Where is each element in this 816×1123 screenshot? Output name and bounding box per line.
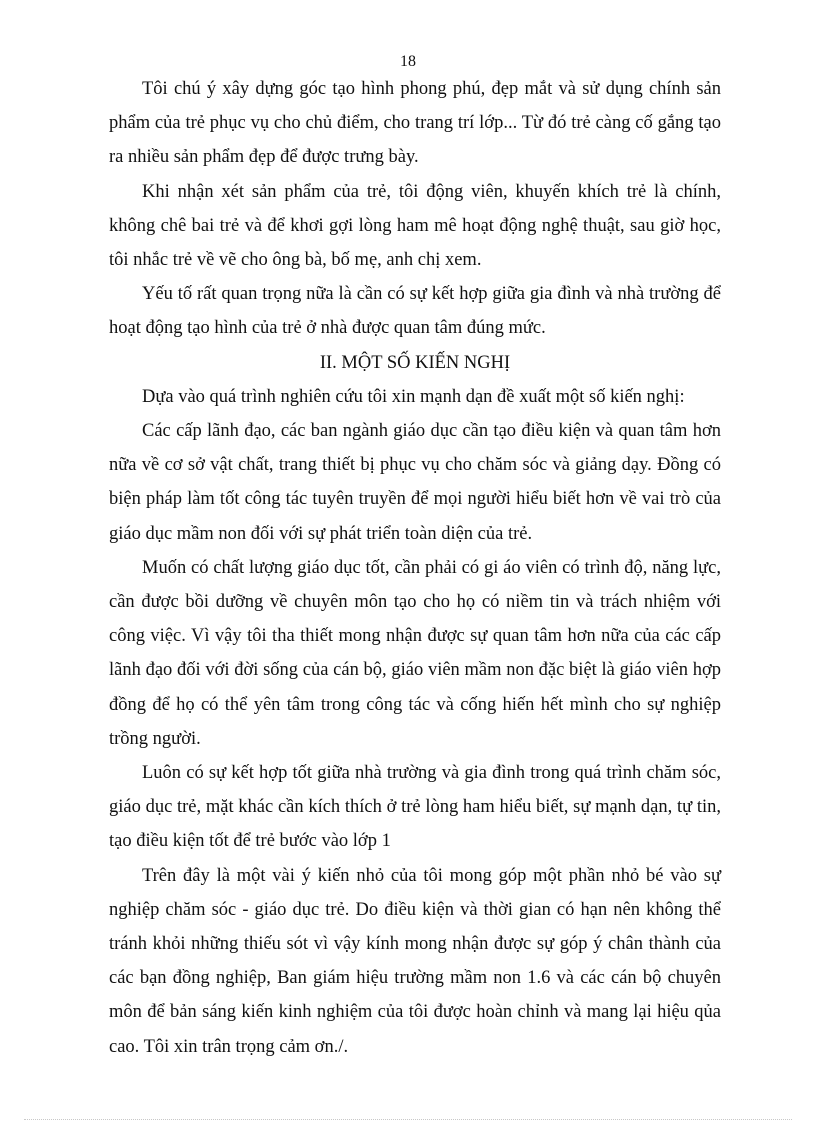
- paragraph-school-family: Luôn có sự kết hợp tốt giữa nhà trường và gia đình trong quá trình chăm sóc, giáo dục trẻ, mặt khác cần kích thích ở trẻ lòng ham hiểu biết, sự mạnh dạn, tự tin, tạo điều kiện tốt để trẻ bước vào lớp 1: [109, 763, 721, 852]
- page-bottom-divider: [24, 1119, 792, 1120]
- paragraph-closing: Trên đây là một vài ý kiến nhỏ của tôi mong góp một phần nhỏ bé vào sự nghiệp chăm sóc - giáo dục trẻ. Do điều kiện và thời gian có hạn nên không thể tránh khỏi những thiếu sót vì vậy kính mong nhận được sự góp ý chân thành của các bạn đồng nghiệp, Ban giám hiệu trường mầm non 1.6 và các cán bộ chuyên môn để bản sáng kiến kinh nghiệm của tôi được hoàn chỉnh và mang lại hiệu qủa cao. Tôi xin trân trọng cảm ơn./.: [109, 865, 721, 1057]
- section-heading: II. MỘT SỐ KIẾN NGHỊ: [319, 352, 511, 373]
- paragraph-product-corner: Tôi chú ý xây dựng góc tạo hình phong phú, đẹp mắt và sử dụng chính sản phẩm của trẻ phục vụ cho chủ điểm, cho trang trí lớp... Từ đó trẻ càng cố gắng tạo ra nhiều sản phẩm đẹp để được trưng bày.: [109, 79, 721, 168]
- page-number: 18: [400, 53, 416, 70]
- paragraph-intro-recommendations: Dựa vào quá trình nghiên cứu tôi xin mạnh dạn đề xuất một số kiến nghị:: [142, 386, 685, 407]
- document-body: [109, 72, 721, 1064]
- paragraph-teacher-quality: Muốn có chất lượng giáo dục tốt, cần phải có gi áo viên có trình độ, năng lực, cần được bồi dưỡng về chuyên môn tạo cho họ có niềm tin và trách nhiệm với công việc. Vì vậy tôi tha thiết mong nhận được sự quan tâm hơn nữa của các cấp lãnh đạo đối với đời sống của cán bộ, giáo viên mầm non đặc biệt là giáo viên hợp đồng để họ có thể yên tâm trong công tác và cống hiến hết mình cho sự nghiệp trồng người.: [109, 557, 721, 749]
- paragraph-feedback: Khi nhận xét sản phẩm của trẻ, tôi động viên, khuyến khích trẻ là chính, không chê bai trẻ và để khơi gợi lòng ham mê hoạt động nghệ thuật, sau giờ học, tôi nhắc trẻ về vẽ cho ông bà, bố mẹ, anh chị xem.: [109, 181, 721, 271]
- paragraph-family-cooperation: Yếu tố rất quan trọng nữa là cần có sự kết hợp giữa gia đình và nhà trường để hoạt động tạo hình của trẻ ở nhà được quan tâm đúng mức.: [109, 284, 721, 339]
- paragraph-leadership: Các cấp lãnh đạo, các ban ngành giáo dục cần tạo điều kiện và quan tâm hơn nữa về cơ sở vật chất, trang thiết bị phục vụ cho chăm sóc và giảng dạy. Đồng có biện pháp làm tốt công tác tuyên truyền để mọi người hiểu biết hơn về vai trò của giáo dục mầm non đối với sự phát triển toàn diện của trẻ.: [109, 421, 721, 544]
